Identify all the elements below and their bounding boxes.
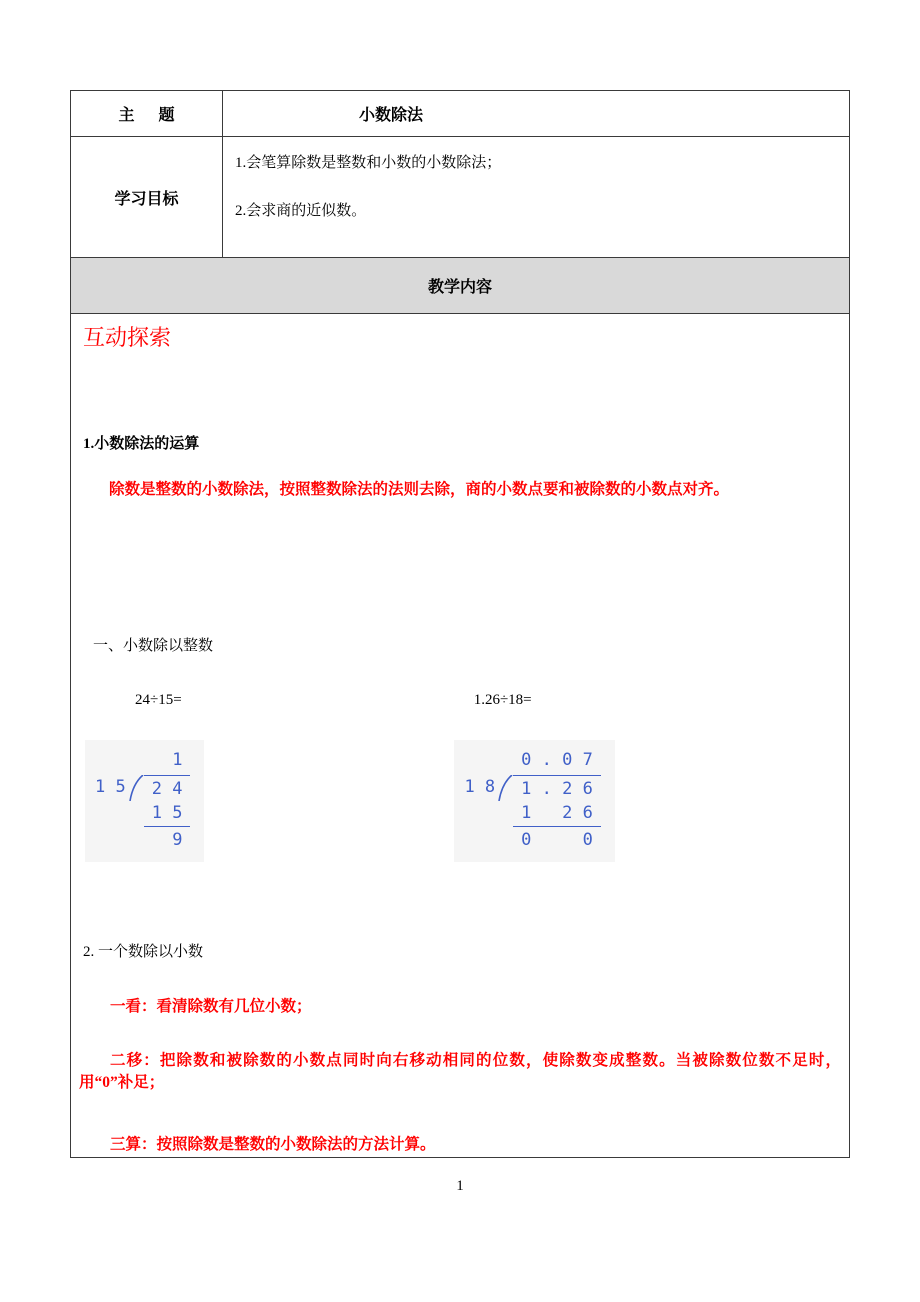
problem-expression: 1.26÷18= [473,692,532,708]
step-text-3 [79,1134,841,1156]
division-bracket-icon [497,775,513,801]
subject-value-cell: 小数除法 [223,91,850,137]
objective-item: 1.会笔算除数是整数和小数的小数除法； [235,155,502,171]
problems-row [79,690,841,710]
subtopic-heading: 一、小数除以整数 [93,638,214,654]
division-bracket-icon [128,775,144,801]
page-number: 1 [456,1178,464,1194]
division-subtrahend: 1 2 6 [513,801,601,827]
section-header-cell: 教学内容 [71,258,850,314]
step-text-2 [79,1050,841,1094]
objective-item: 2.会求商的近似数。 [235,203,367,219]
content-area [70,314,850,1158]
long-division-24-by-15 [85,740,204,862]
division-subtrahend: 1 5 [144,801,191,827]
division-dividend: 1 . 2 6 [513,775,601,801]
interactive-exploration-heading: 互动探索 [83,325,172,350]
division-remainder: 9 [151,830,183,850]
division-quotient: 0 . 0 7 [521,750,593,770]
divisions-row [79,740,841,862]
division-remainder: 0 0 [521,830,593,850]
worksheet [70,90,850,1158]
objectives-row [71,137,850,258]
step-body: 按照除数是整数的小数除法的方法计算。 [156,1136,436,1153]
long-division-1.26-by-18 [454,740,614,862]
topic1-heading: 1.小数除法的运算 [83,436,200,452]
division-dividend: 2 4 [144,775,191,801]
step-body: 把除数和被除数的小数点同时向右移动相同的位数，使除数变成整数。当被除数位数不足时，用“0”补足； [79,1052,841,1091]
division-divisor: 1 8 [464,777,496,797]
subject-row [71,91,850,137]
step-text-1 [79,996,841,1018]
step-body: 看清除数有几位小数； [156,998,312,1015]
objectives-list [223,137,850,258]
division-quotient: 1 [151,750,183,770]
problem-expression: 24÷15= [135,692,182,708]
step-label: 一看： [110,998,157,1015]
subject-label-cell: 主 题 [71,91,223,137]
division-divisor: 1 5 [95,777,126,797]
section-header-row [71,258,850,314]
topic2-heading: 2. 一个数除以小数 [83,944,204,960]
step-label: 三算： [110,1136,157,1153]
step-label: 二移： [110,1052,160,1069]
rule-text: 除数是整数的小数除法，按照整数除法的法则去除，商的小数点要和被除数的小数点对齐。 [109,481,730,498]
objectives-label-cell: 学习目标 [71,137,223,258]
header-table [70,90,850,314]
